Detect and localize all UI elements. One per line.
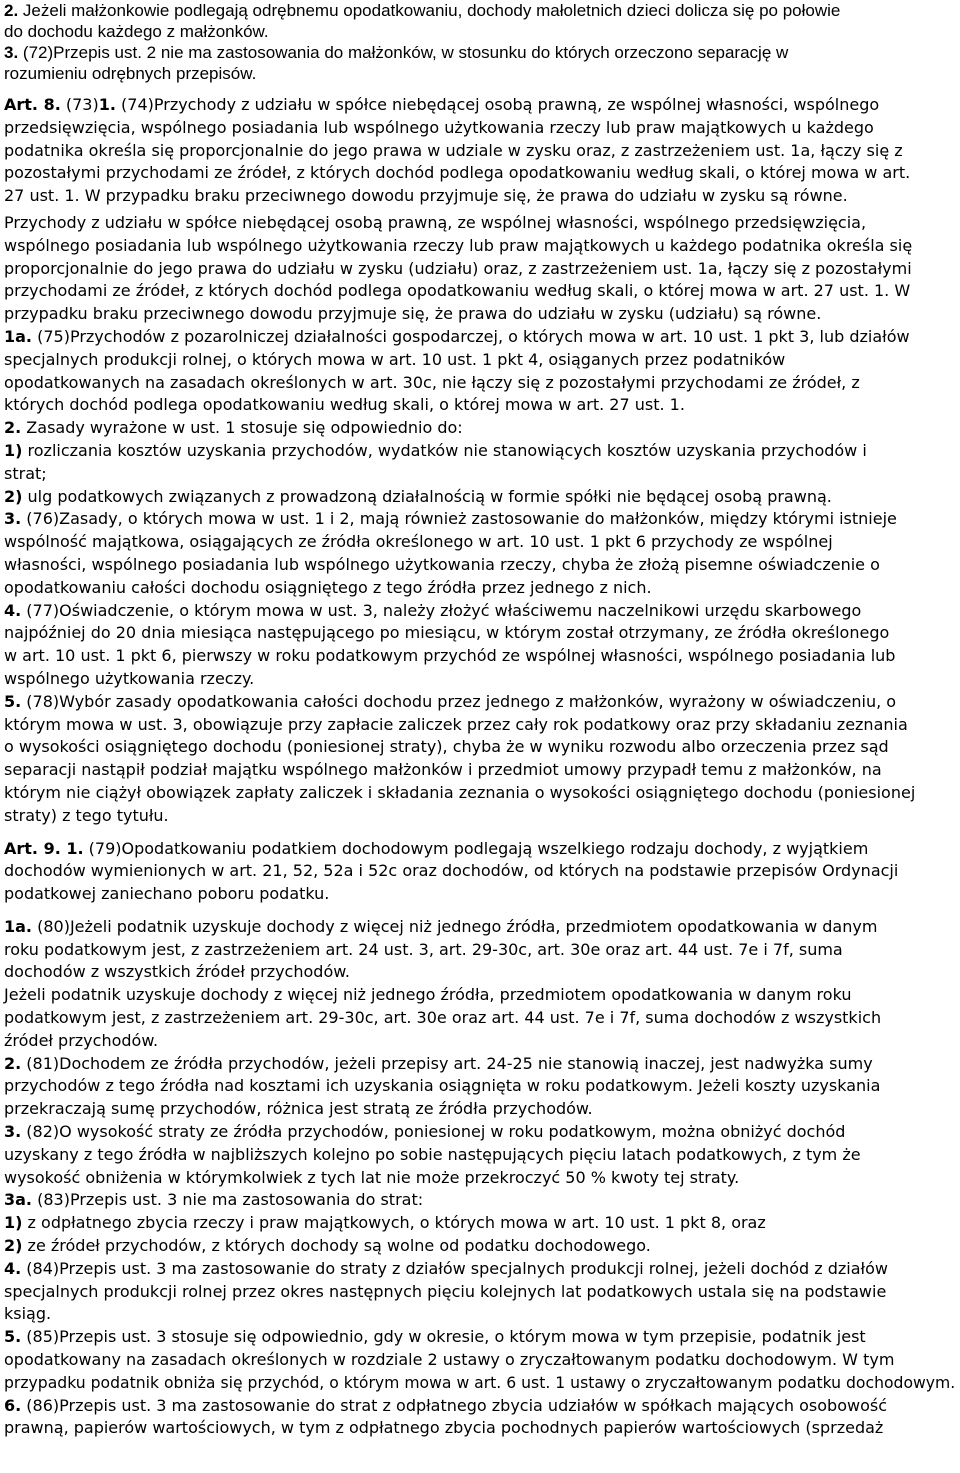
line-text: specjalnych produkcji rolnej przez okres następnych pięciu kolejnych lat podatkowych ustala się na podstawie [4, 1281, 887, 1301]
line-text: przychodami ze źródeł, z których dochód podlega opodatkowaniu według skali, o której mowa w art. 27 ust. 1. W [4, 281, 911, 301]
text-line [4, 1212, 956, 1235]
line-text: z odpłatnego zbycia rzeczy i praw majątkowych, o których mowa w art. 10 ust. 1 pkt 8, oraz [22, 1213, 766, 1233]
line-text: wspólnego użytkowania rzeczy. [4, 668, 255, 688]
line-text: przekraczają sumę przychodów, różnica jest stratą ze źródła przychodów. [4, 1099, 593, 1119]
section-label: 1) [4, 440, 23, 460]
line-text: (73) [60, 95, 99, 114]
text-line [4, 1121, 956, 1144]
line-text: wspólność majątkowa, osiągających ze źródła określonego w art. 10 ust. 1 pkt 6 przychody ze wspólnej [4, 532, 833, 552]
text-line [4, 258, 956, 281]
text-line [4, 140, 956, 163]
text-line [4, 349, 956, 372]
text-line [4, 1053, 956, 1076]
text-line [4, 1417, 956, 1440]
line-text: 27 ust. 1. W przypadku braku przeciwnego dowodu przyjmuje się, że prawa do udziału w zysku są równe. [4, 186, 848, 206]
line-text: specjalnych produkcji rolnej, o których mowa w art. 10 ust. 1 pkt 4, osiąganych przez podatników [4, 349, 786, 369]
line-text: do dochodu każdego z małżonków. [4, 22, 269, 41]
section-label: 1. [98, 95, 116, 114]
text-line [4, 162, 956, 185]
section-label: 3. [4, 1122, 22, 1142]
text-line [4, 1372, 956, 1395]
line-text: którym nie ciążył obowiązek zapłaty zaliczek i składania zeznania o wysokości osiągniętego dochodu (poniesionej [4, 782, 916, 802]
section-label: 3. [4, 509, 22, 529]
line-text: uzyskany z tego źródła w najbliższych kolejno po sobie następujących pięciu latach podatkowych, z tym że [4, 1144, 861, 1164]
text-line [4, 303, 956, 326]
section-label: 1a. [4, 326, 33, 346]
line-text: własności, wspólnego posiadania lub wspólnego użytkowania rzeczy, chyba że złożą pisemne oświadczenie o [4, 554, 880, 574]
section-label: Art. 9. 1. [4, 838, 84, 858]
line-text: podatkowym jest, z zastrzeżeniem art. 29-30c, art. 30e oraz art. 44 ust. 7e i 7f, suma dochodów z wszystkich [4, 1008, 882, 1028]
text-line [4, 1144, 956, 1167]
line-text: straty) z tego tytułu. [4, 805, 169, 825]
line-text: przypadku braku przeciwnego dowodu przyjmuje się, że prawa do udziału w zysku (udziału) są równe. [4, 304, 822, 324]
line-text: (77)Oświadczenie, o którym mowa w ust. 3, należy złożyć właściwemu naczelnikowi urzędu skarbowego [21, 600, 862, 620]
line-text: rozumieniu odrębnych przepisów. [4, 64, 257, 83]
text-line [4, 838, 956, 861]
line-text: (78)Wybór zasady opodatkowania całości dochodu przez jednego z małżonków, wyrażony w oświadczeniu, o [21, 691, 897, 711]
section-label: 2) [4, 1236, 23, 1256]
section-label: 1) [4, 1213, 23, 1233]
line-text: którym mowa w ust. 3, obowiązuje przy zapłacie zaliczek przez cały rok podatkowy oraz przy składaniu zeznania [4, 714, 908, 734]
text-line [4, 1349, 956, 1372]
line-text: proporcjonalnie do jego prawa do udziału w zysku (udziału) oraz, z zastrzeżeniem ust. 1a, łączy się z pozostałymi [4, 258, 912, 278]
section-label: 5. [4, 1327, 22, 1347]
line-text: przypadku podatnik obniża się przychód, o którym mowa w art. 6 ust. 1 ustawy o zryczałtowanym podatku dochodowym. [4, 1372, 956, 1392]
line-text: wspólnego posiadania lub wspólnego użytkowania rzeczy lub praw majątkowych u każdego podatnika określa się [4, 235, 913, 255]
line-text: (81)Dochodem ze źródła przychodów, jeżeli przepisy art. 24-25 nie stanowią inaczej, jest nadwyżka sumy [21, 1053, 873, 1073]
text-line [4, 1167, 956, 1190]
text-line [4, 600, 956, 623]
section-label: 4. [4, 1258, 22, 1278]
section-label: 5. [4, 691, 22, 711]
text-line [4, 714, 956, 737]
text-line [4, 117, 956, 140]
line-text: Jeżeli małżonkowie podlegają odrębnemu opodatkowaniu, dochody małoletnich dzieci dolicza się po połowie [18, 1, 841, 20]
text-line [4, 486, 956, 509]
line-text: o wysokości osiągniętego dochodu (poniesionej straty), chyba że w wyniku rozwodu albo orzeczenia przez sąd [4, 737, 889, 757]
text-line [4, 1281, 956, 1304]
line-text: (74)Przychody z udziału w spółce niebędącej osobą prawną, ze wspólnej własności, wspólnego [115, 95, 880, 114]
text-line [4, 440, 956, 463]
text-line [4, 961, 956, 984]
line-text: Jeżeli podatnik uzyskuje dochody z więcej niż jednego źródła, przedmiotem opodatkowania w danym roku [4, 985, 852, 1005]
line-text: opodatkowany na zasadach określonych w rozdziale 2 ustawy o zryczałtowanym podatku dochodowym. W tym [4, 1350, 895, 1370]
text-line [4, 577, 956, 600]
text-line [4, 883, 956, 906]
text-line [4, 94, 956, 117]
section-label: 4. [4, 600, 22, 620]
text-line [4, 326, 956, 349]
line-text: najpóźniej do 20 dnia miesiąca następującego po miesiącu, w którym został otrzymany, ze źródła określonego [4, 623, 890, 643]
section-label: 3a. [4, 1190, 33, 1210]
line-text: podatkowej zaniechano poboru podatku. [4, 884, 330, 904]
text-line [4, 21, 956, 42]
line-text: (86)Przepis ust. 3 ma zastosowanie do strat z odpłatnego zbycia udziałów w spółkach mających osobowość [21, 1395, 887, 1415]
line-text: (82)O wysokość straty ze źródła przychodów, poniesionej w roku podatkowym, można obniżyć dochód [21, 1122, 846, 1142]
paragraph-p2 [4, 42, 956, 84]
line-text: ksiąg. [4, 1304, 52, 1324]
paragraph-p1 [4, 0, 956, 42]
line-text: strat; [4, 463, 47, 483]
line-text: podatnika określa się proporcjonalnie do jego prawa w udziale w zysku oraz, z zastrzeżeniem ust. 1a, łączy się z [4, 140, 903, 160]
line-text: ze źródeł przychodów, z których dochody są wolne od podatku dochodowego. [22, 1236, 651, 1256]
text-line [4, 1189, 956, 1212]
line-text: (83)Przepis ust. 3 nie ma zastosowania do strat: [32, 1190, 424, 1210]
text-line [4, 42, 956, 63]
text-line [4, 736, 956, 759]
text-line [4, 622, 956, 645]
text-line [4, 235, 956, 258]
text-line [4, 759, 956, 782]
line-text: roku podatkowym jest, z zastrzeżeniem art. 24 ust. 3, art. 29-30c, art. 30e oraz art. 44 ust. 7e i 7f, suma [4, 939, 843, 959]
line-text: dochodów z wszystkich źródeł przychodów. [4, 962, 350, 982]
text-line [4, 939, 956, 962]
text-line [4, 805, 956, 828]
section-label: 6. [4, 1395, 22, 1415]
line-text: przychodów z tego źródła nad kosztami ich uzyskania osiągnięta w roku podatkowym. Jeżeli koszty uzyskania [4, 1076, 881, 1096]
text-line [4, 860, 956, 883]
paragraph-p6 [4, 916, 956, 1440]
line-text: przedsięwzięcia, wspólnego posiadania lub wspólnego użytkowania rzeczy lub praw majątkowych u każdego [4, 117, 874, 137]
text-line [4, 668, 956, 691]
line-text: dochodów wymienionych w art. 21, 52, 52a i 52c oraz dochodów, od których na podstawie przepisów Ordynacji [4, 861, 899, 881]
text-line [4, 1007, 956, 1030]
line-text: (80)Jeżeli podatnik uzyskuje dochody z więcej niż jednego źródła, przedmiotem opodatkowania w danym [32, 916, 878, 936]
paragraph-p5 [4, 838, 956, 906]
line-text: separacji nastąpił podział majątku wspólnego małżonków i przedmiot umowy przypadł temu z małżonków, na [4, 760, 882, 780]
line-text: opodatkowaniu całości dochodu osiągniętego z tego źródła przez jednego z nich. [4, 577, 652, 597]
text-line [4, 1395, 956, 1418]
text-line [4, 1098, 956, 1121]
line-text: (85)Przepis ust. 3 stosuje się odpowiednio, gdy w okresie, o którym mowa w tym przepisie, podatnik jest [21, 1327, 866, 1347]
line-text: prawną, papierów wartościowych, w tym z odpłatnego zbycia pochodnych papierów wartościowych (sprzedaż [4, 1418, 884, 1438]
text-line [4, 394, 956, 417]
text-line [4, 1075, 956, 1098]
text-line [4, 0, 956, 21]
text-line [4, 185, 956, 208]
text-line [4, 984, 956, 1007]
line-text: Zasady wyrażone w ust. 1 stosuje się odpowiednio do: [21, 418, 463, 438]
text-line [4, 508, 956, 531]
text-line [4, 1258, 956, 1281]
line-text: (76)Zasady, o których mowa w ust. 1 i 2, mają również zastosowanie do małżonków, między którymi istnieje [21, 509, 897, 529]
line-text: (84)Przepis ust. 3 ma zastosowanie do straty z działów specjalnych produkcji rolnej, jeżeli dochód z działów [21, 1258, 888, 1278]
line-text: (75)Przychodów z pozarolniczej działalności gospodarczej, o których mowa w art. 10 ust. 1 pkt 3, lub działów [32, 326, 910, 346]
paragraph-p4 [4, 212, 956, 828]
paragraph-p3 [4, 94, 956, 208]
text-line [4, 1303, 956, 1326]
text-line [4, 372, 956, 395]
text-line [4, 691, 956, 714]
section-label: Art. 8. [4, 95, 61, 114]
section-label: 1a. [4, 916, 33, 936]
line-text: w art. 10 ust. 1 pkt 6, pierwszy w roku podatkowym przychód ze wspólnej własności, wspólnego posiadania lub [4, 646, 896, 666]
section-label: 3. [4, 43, 19, 62]
line-text: których dochód podlega opodatkowaniu według skali, o której mowa w art. 27 ust. 1. [4, 395, 685, 415]
line-text: (72)Przepis ust. 2 nie ma zastosowania do małżonków, w stosunku do których orzeczono separację w [18, 43, 789, 62]
line-text: Przychody z udziału w spółce niebędącej osobą prawną, ze wspólnej własności, wspólnego przedsięwzięcia, [4, 212, 867, 232]
line-text: źródeł przychodów. [4, 1030, 159, 1050]
text-line [4, 1235, 956, 1258]
section-label: 2) [4, 486, 23, 506]
line-text: opodatkowanych na zasadach określonych w art. 30c, nie łączy się z pozostałymi przychodami ze źródeł, z [4, 372, 860, 392]
line-text: rozliczania kosztów uzyskania przychodów, wydatków nie stanowiących kosztów uzyskania przychodów i [22, 440, 867, 460]
text-line [4, 1326, 956, 1349]
section-label: 2. [4, 1, 19, 20]
text-line [4, 782, 956, 805]
text-line [4, 1030, 956, 1053]
line-text: wysokość obniżenia w którymkolwiek z tych lat nie może przekroczyć 50 % kwoty tej straty. [4, 1167, 740, 1187]
text-line [4, 280, 956, 303]
line-text: pozostałymi przychodami ze źródeł, z których dochód podlega opodatkowaniu według skali, o której mowa w art. [4, 163, 911, 183]
text-line [4, 463, 956, 486]
section-label: 2. [4, 1053, 22, 1073]
text-line [4, 554, 956, 577]
text-line [4, 212, 956, 235]
text-line [4, 531, 956, 554]
line-text: (79)Opodatkowaniu podatkiem dochodowym podlegają wszelkiego rodzaju dochody, z wyjątkiem [83, 838, 869, 858]
section-label: 2. [4, 418, 22, 438]
text-line [4, 417, 956, 440]
text-line [4, 916, 956, 939]
text-line [4, 645, 956, 668]
text-line [4, 63, 956, 84]
line-text: ulg podatkowych związanych z prowadzoną działalnością w formie spółki nie będącej osobą prawną. [22, 486, 832, 506]
